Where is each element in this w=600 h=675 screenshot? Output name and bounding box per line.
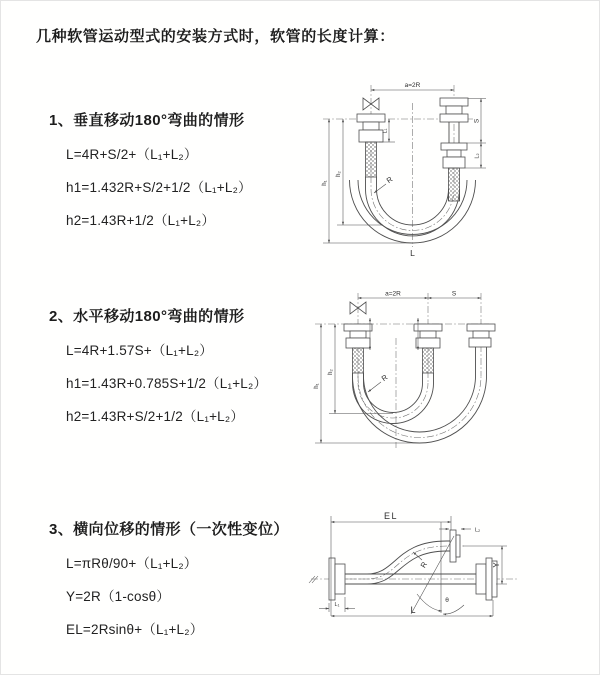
dimensions (319, 511, 507, 616)
section-1 (49, 109, 329, 229)
dim-r-label: R (418, 560, 430, 570)
dim-a2r-label: a=2R (404, 82, 421, 89)
section-3-formula-L: L=πRθ/90+（L₁+L₂） (66, 556, 198, 571)
section-2-formula-L: L=4R+1.57S+（L₁+L₂） (66, 343, 213, 358)
dim-y-label: Y (492, 562, 501, 568)
dim-l-label: L (410, 605, 416, 615)
dim-s-label: S (473, 118, 481, 124)
dim-a2r-label: a=2R (385, 290, 401, 298)
left-flange (357, 114, 385, 177)
diagram-vertical-180-bend (313, 77, 498, 262)
right-flange (467, 324, 495, 347)
section-1-formula-h2: h2=1.43R+1/2（L₁+L₂） (66, 213, 216, 228)
right-flange (440, 98, 468, 201)
page-title: 几种软管运动型式的安装方式时，软管的长度计算： (36, 28, 395, 45)
section-2-formula-h1: h1=1.43R+0.785S+1/2（L₁+L₂） (66, 376, 268, 391)
section-2 (49, 305, 329, 425)
dim-h1-label: h₁ (322, 180, 328, 186)
section-3-heading: 3、横向位移的情形（一次性变位） (49, 521, 289, 538)
dim-l2-label: L₂ (474, 153, 481, 159)
dimensions (314, 291, 481, 444)
section-1-heading: 1、垂直移动180°弯曲的情形 (49, 112, 245, 129)
section-3-formula-EL: EL=2Rsinθ+（L₁+L₂） (66, 622, 204, 637)
diagram-horizontal-180-bend (311, 288, 493, 453)
dim-l1-label: L₁ (334, 602, 340, 608)
centerlines (315, 290, 489, 448)
dim-l-label: L (410, 248, 415, 258)
dim-h1-label: h₁ (314, 383, 320, 389)
dim-l2-label: L₂ (475, 527, 481, 534)
dim-r-label: R (379, 372, 390, 384)
dim-r-label: R (384, 174, 395, 186)
dim-h2-label: h₂ (328, 369, 334, 375)
left-flange (329, 558, 345, 600)
dim-l1-label: L₁ (382, 128, 389, 134)
section-1-formula-L: L=4R+S/2+（L₁+L₂） (66, 147, 198, 162)
section-1-formula-h1: h1=1.432R+S/2+1/2（L₁+L₂） (66, 180, 252, 195)
dim-s-label: S (451, 290, 457, 298)
dim-h2-label: h₂ (336, 171, 342, 177)
upper-flange (450, 530, 460, 562)
section-3-formula-Y: Y=2R（1-cosθ） (66, 589, 171, 604)
section-2-formula-h2: h2=1.43R+S/2+1/2（L₁+L₂） (66, 409, 245, 424)
section-3 (49, 518, 329, 638)
section-2-heading: 2、水平移动180°弯曲的情形 (49, 308, 245, 325)
dim-theta-label: θ (445, 597, 449, 604)
diagram-lateral-displacement (301, 508, 526, 628)
hose-curves (353, 347, 487, 443)
left-flange (344, 324, 372, 373)
dim-el-label: EL (383, 511, 399, 521)
